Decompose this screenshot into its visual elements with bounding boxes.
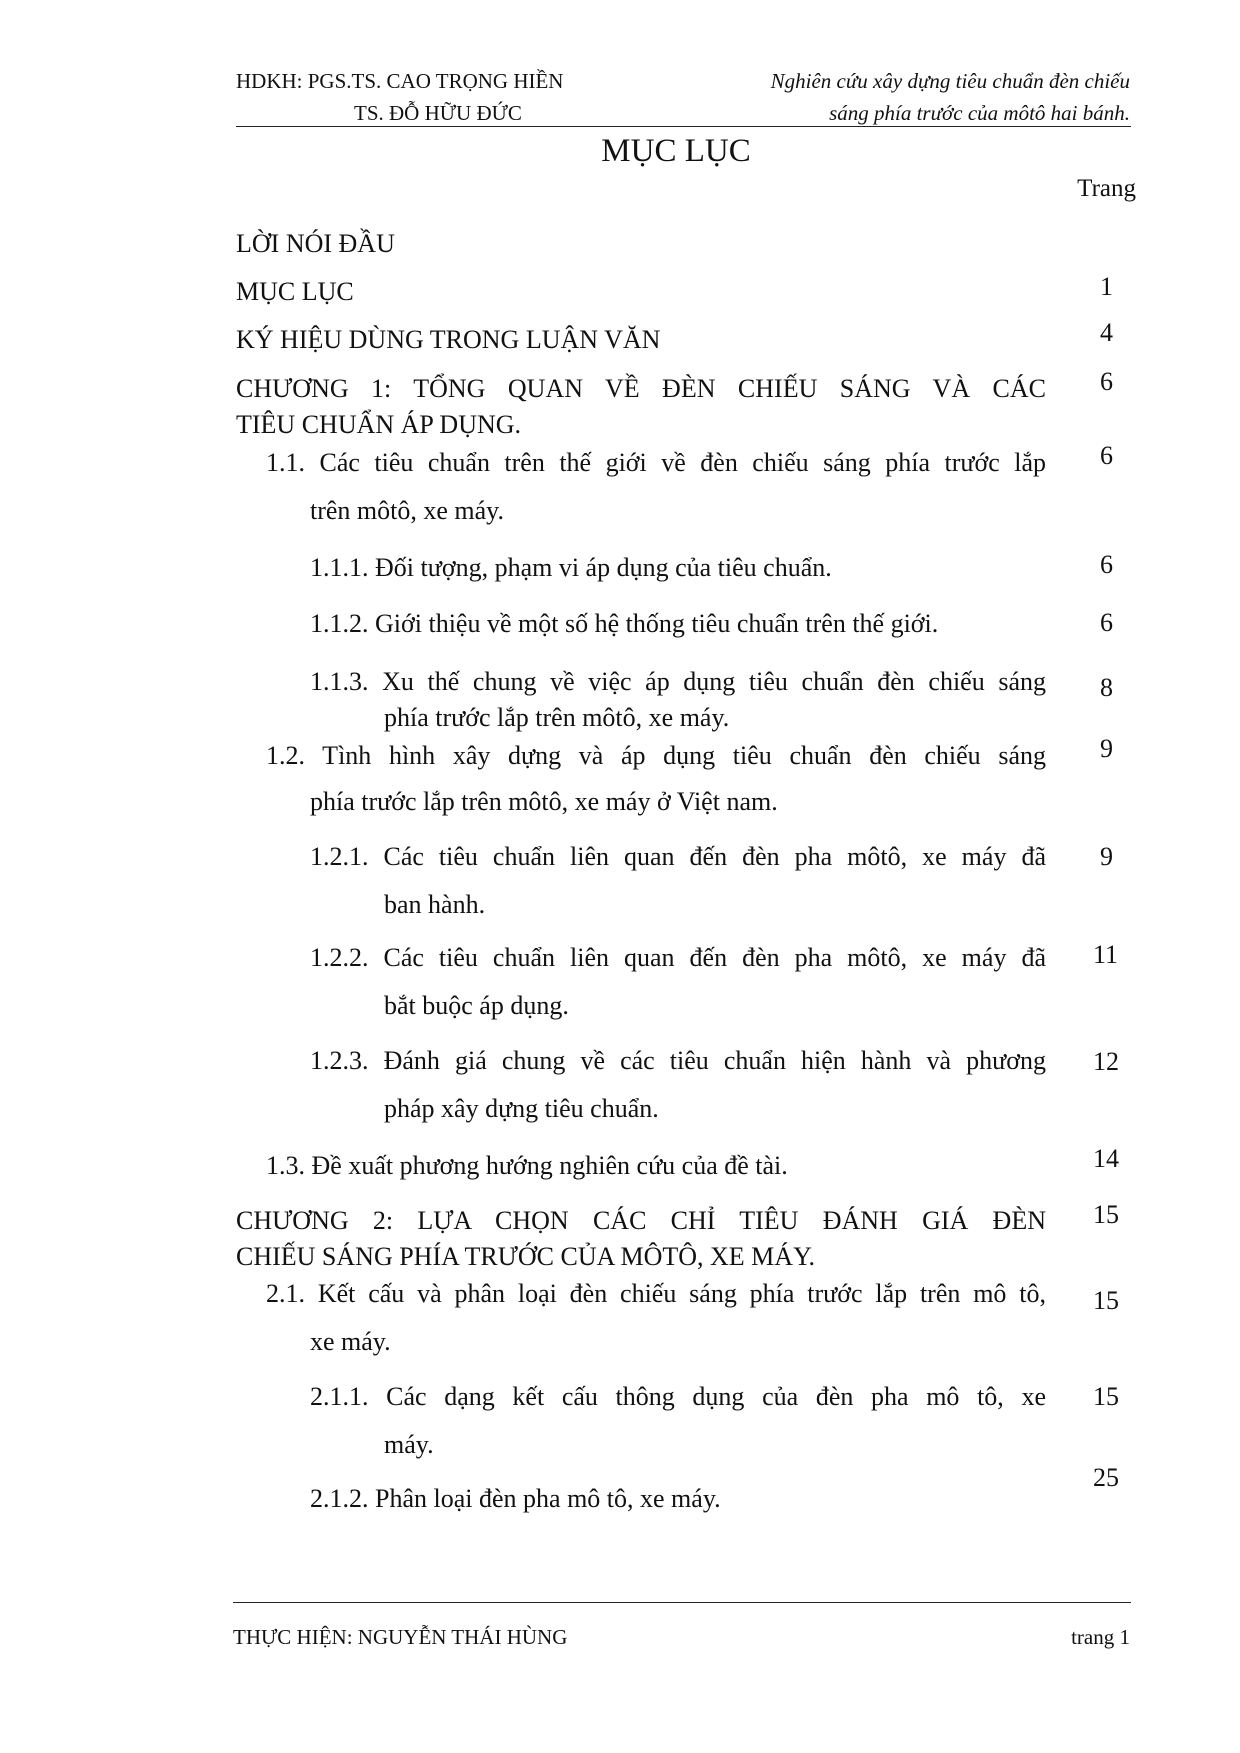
toc-page-number: 9 [1100, 734, 1113, 763]
toc-entry [310, 1043, 1046, 1127]
toc-entry-text: LỜI NÓI ĐẦU [236, 229, 395, 258]
toc-page-number: 12 [1093, 1047, 1119, 1076]
toc-page-number: 15 [1093, 1382, 1119, 1411]
toc-entry-text: 1.3. Đề xuất phương hướng nghiên cứu của đề tài. [266, 1151, 788, 1180]
toc-page-number: 4 [1100, 318, 1113, 347]
toc-entry [310, 839, 1046, 923]
toc-entry [236, 371, 1046, 443]
toc-entry [266, 1148, 1046, 1184]
footer-divider [233, 1602, 1131, 1603]
toc-entry-line1: 1.1. Các tiêu chuẩn trên thế giới về đèn chiếu sáng phía trước lắp [266, 448, 1046, 477]
page-column-label: Trang [1077, 175, 1136, 202]
toc-entry [310, 550, 1050, 586]
toc-entry-line1: 2.1. Kết cấu và phân loại đèn chiếu sáng phía trước lắp trên mô tô, [266, 1279, 1046, 1308]
toc-entry-line1: CHƯƠNG 2: LỰA CHỌN CÁC CHỈ TIÊU ĐÁNH GIÁ ĐÈN [236, 1206, 1046, 1235]
toc-page-number: 6 [1100, 550, 1113, 579]
toc-entry-line2: trên môtô, xe máy. [310, 496, 504, 525]
toc-page-number: 6 [1100, 441, 1113, 470]
toc-page-number: 15 [1093, 1200, 1119, 1229]
toc-entry-line2: bắt buộc áp dụng. [384, 991, 569, 1020]
toc-page-number: 9 [1100, 842, 1113, 871]
toc-page-number: 6 [1100, 367, 1113, 396]
toc-entry-line2: phía trước lắp trên môtô, xe máy ở Việt nam. [310, 787, 778, 816]
toc-entry-line2: xe máy. [310, 1327, 391, 1356]
toc-page-number: 1 [1100, 272, 1113, 301]
toc-page-number: 25 [1093, 1463, 1119, 1492]
toc-entry-line1: 1.2.3. Đánh giá chung về các tiêu chuẩn hiện hành và phương [310, 1046, 1046, 1075]
header-divider [236, 126, 1131, 127]
header-advisor-line2: TS. ĐỖ HỮU ĐỨC [354, 101, 522, 125]
toc-entry-line2: TIÊU CHUẨN ÁP DỤNG. [236, 410, 522, 439]
footer-author: THỰC HIỆN: NGUYỄN THÁI HÙNG [233, 1625, 568, 1649]
toc-entry-line2: pháp xây dựng tiêu chuẩn. [384, 1094, 659, 1123]
toc-entry-line1: CHƯƠNG 1: TỔNG QUAN VỀ ĐÈN CHIẾU SÁNG VÀ CÁC [236, 374, 1046, 403]
toc-entry-text: 1.1.1. Đối tượng, phạm vi áp dụng của tiêu chuẩn. [310, 553, 832, 582]
toc-entry-text: 2.1.2. Phân loại đèn pha mô tô, xe máy. [310, 1484, 721, 1513]
toc-page-number: 14 [1093, 1144, 1119, 1173]
header-topic-line2: sáng phía trước của môtô hai bánh. [829, 101, 1130, 125]
toc-entry-text: MỤC LỤC [236, 277, 354, 306]
toc-entry-text: 1.1.2. Giới thiệu về một số hệ thống tiêu chuẩn trên thế giới. [310, 609, 939, 638]
toc-entry-line1: 1.1.3. Xu thế chung về việc áp dụng tiêu chuẩn đèn chiếu sáng [310, 667, 1046, 696]
toc-entry [310, 606, 1050, 642]
toc-page-number: 15 [1093, 1286, 1119, 1315]
toc-entry [236, 226, 1056, 262]
header-topic-line1: Nghiên cứu xây dựng tiêu chuẩn đèn chiếu [770, 69, 1130, 93]
toc-entry-text: KÝ HIỆU DÙNG TRONG LUẬN VĂN [236, 325, 661, 354]
toc-entry [266, 445, 1046, 529]
toc-entry-line2: CHIẾU SÁNG PHÍA TRƯỚC CỦA MÔTÔ, XE MÁY. [236, 1242, 815, 1271]
toc-entry-line1: 1.2.1. Các tiêu chuẩn liên quan đến đèn pha môtô, xe máy đã [310, 842, 1046, 871]
footer-page-label: trang 1 [1071, 1625, 1130, 1649]
toc-entry [236, 274, 1056, 310]
toc-entry [310, 664, 1046, 736]
toc-entry [310, 940, 1046, 1024]
toc-entry-line1: 1.2.2. Các tiêu chuẩn liên quan đến đèn pha môtô, xe máy đã [310, 943, 1046, 972]
toc-entry [310, 1379, 1046, 1463]
header-advisor-line1: HDKH: PGS.TS. CAO TRỌNG HIỀN [236, 69, 564, 93]
page-title: MỤC LỤC [601, 133, 751, 169]
toc-entry-line2: máy. [384, 1430, 434, 1459]
toc-entry [236, 1203, 1046, 1275]
toc-entry-line2: ban hành. [384, 890, 486, 919]
toc-page-number: 11 [1093, 940, 1119, 969]
toc-page-number: 6 [1100, 608, 1113, 637]
toc-entry [266, 1276, 1046, 1360]
toc-entry-line1: 1.2. Tình hình xây dựng và áp dụng tiêu chuẩn đèn chiếu sáng [266, 741, 1046, 770]
toc-entry-line2: phía trước lắp trên môtô, xe máy. [384, 703, 730, 732]
toc-entry-line1: 2.1.1. Các dạng kết cấu thông dụng của đèn pha mô tô, xe [310, 1382, 1046, 1411]
toc-entry [236, 322, 1056, 358]
toc-entry [266, 738, 1046, 820]
toc-page-number: 8 [1100, 673, 1113, 702]
toc-entry [310, 1481, 1046, 1517]
